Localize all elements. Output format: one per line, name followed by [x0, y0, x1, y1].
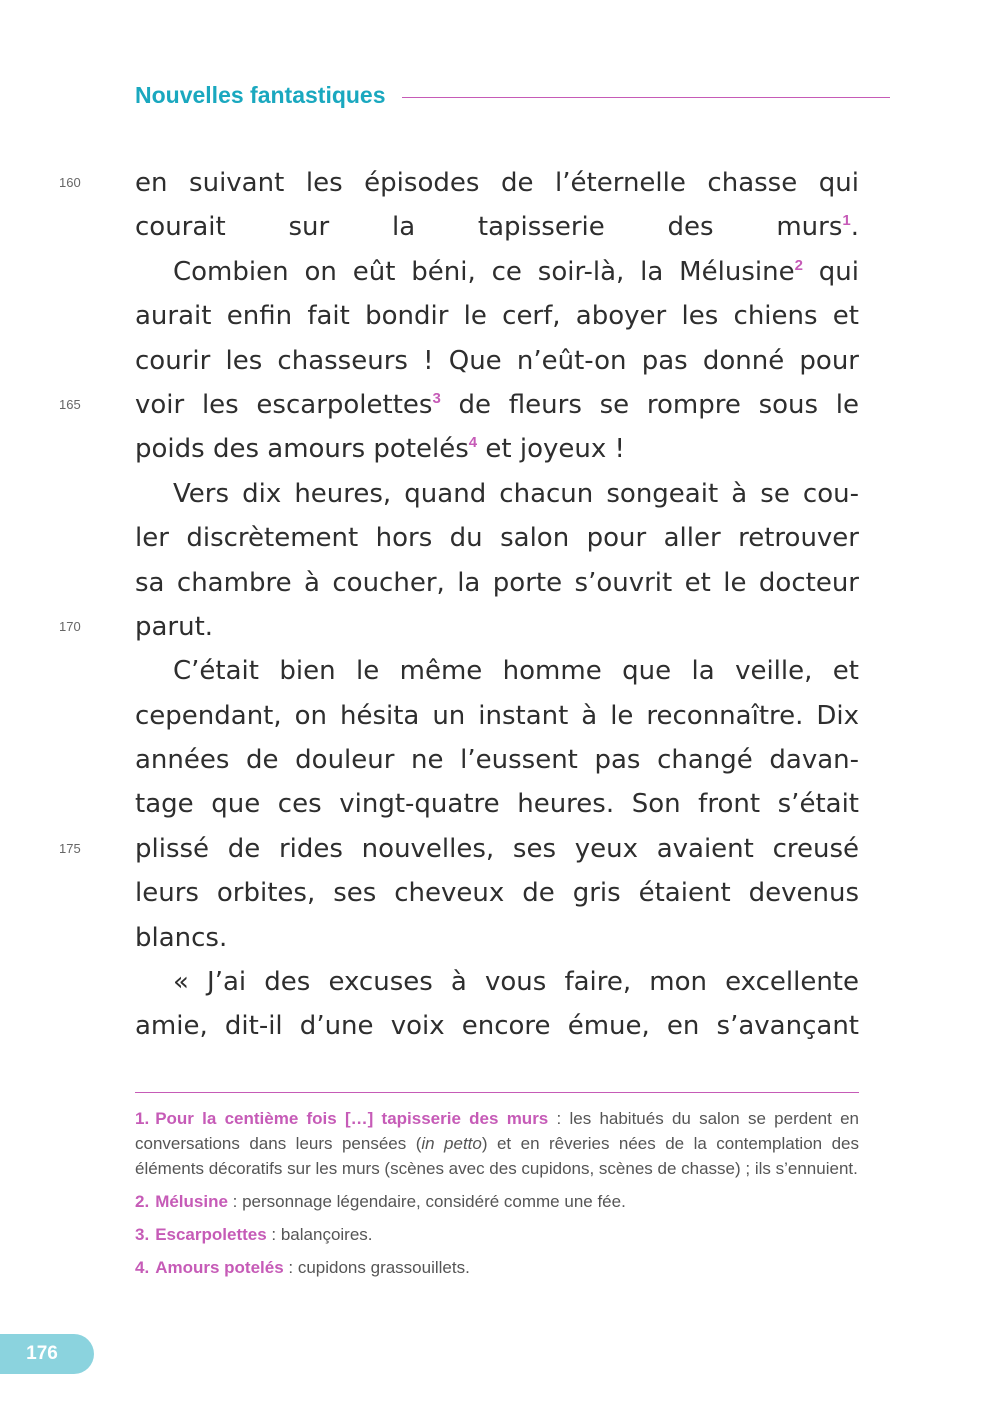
footnote-term: Amours potelés: [155, 1258, 284, 1277]
line-text: aurait enfin fait bondir le cerf, aboyer les chiens et: [135, 301, 859, 332]
text-line: [59, 383, 859, 427]
text-line: [135, 339, 859, 383]
text-line: [135, 472, 859, 516]
footnote-definition: : personnage légendaire, considéré comme une fée.: [227, 1192, 626, 1211]
line-text: tage que ces vingt-quatre heures. Son front s’était: [135, 789, 859, 820]
footnote-reference: 2: [794, 256, 803, 274]
page-number: 176: [26, 1343, 58, 1364]
line-text: ler discrètement hors du salon pour aller retrouver: [135, 523, 859, 554]
footnote-reference: 1: [842, 212, 851, 230]
footnote-separator: [135, 1092, 859, 1093]
line-text-continuation: qui: [802, 256, 859, 287]
footnote-term: Mélusine: [155, 1192, 228, 1211]
footnote-italic: in petto: [421, 1134, 482, 1153]
footnote-number: 3.: [135, 1225, 150, 1244]
footnote: [135, 1222, 859, 1247]
text-line: [135, 1004, 859, 1048]
line-text: plissé de rides nouvelles, ses yeux avaient creusé: [135, 833, 859, 864]
text-line: [135, 782, 859, 826]
text-line: [135, 649, 859, 693]
text-line: [135, 960, 859, 1004]
line-text: courait sur la tapisserie des murs: [135, 212, 843, 243]
line-number: 175: [59, 840, 81, 856]
footnote-number: 2.: [135, 1192, 150, 1211]
text-line: [135, 738, 859, 782]
footnote-definition: : cupidons grassouillets.: [283, 1258, 470, 1277]
text-line: [135, 294, 859, 338]
running-header-title: Nouvelles fantastiques: [135, 81, 386, 108]
line-text: en suivant les épisodes de l’éternelle chasse qui: [135, 168, 859, 198]
footnote-term: Pour la centième fois […] tapisserie des murs: [155, 1109, 549, 1128]
text-line: [59, 161, 859, 205]
line-text: années de douleur ne l’eussent pas changé davan-: [135, 745, 859, 776]
footnote-number: 4.: [135, 1258, 150, 1277]
line-text: voir les escarpolettes: [135, 389, 433, 420]
footnote-definition: : balançoires.: [266, 1225, 373, 1244]
line-text: Combien on eût béni, ce soir-là, la Mélusine: [173, 256, 795, 287]
line-text: « J’ai des excuses à vous faire, mon excellente: [173, 967, 859, 998]
footnote-reference: 3: [432, 389, 441, 407]
footnote: [135, 1255, 859, 1280]
line-text: parut.: [135, 611, 214, 642]
line-number: 165: [59, 396, 81, 412]
line-text-continuation: et joyeux !: [477, 434, 625, 465]
line-text: C’était bien le même homme que la veille, et: [173, 656, 859, 687]
footnotes: [135, 1106, 859, 1288]
footnote-definition-continuation: ) et en rêveries nées de la contemplation des éléments décoratifs sur les murs (scènes avec des cupidons, scènes de chasse) ; ils s’ennuient.: [135, 1134, 859, 1178]
footnote-definition: : les habitués du salon se perdent en conversations dans leurs pensées (: [135, 1109, 859, 1153]
footnote-number: 1.: [135, 1109, 150, 1128]
footnote: [135, 1106, 859, 1181]
footnote-term: Escarpolettes: [155, 1225, 267, 1244]
line-text: sa chambre à coucher, la porte s’ouvrit et le docteur: [135, 567, 859, 598]
line-text-continuation: .: [850, 212, 859, 243]
line-number: 160: [59, 175, 81, 190]
line-text: blancs.: [135, 922, 228, 953]
text-line: [135, 694, 859, 738]
header-rule: [402, 97, 890, 98]
line-number: 170: [59, 618, 81, 634]
running-header: [135, 78, 890, 112]
line-text-continuation: de fleurs se rompre sous le: [440, 389, 859, 420]
text-line: [59, 605, 859, 649]
footnote-reference: 4: [468, 434, 478, 452]
line-text: Vers dix heures, quand chacun songeait à se cou-: [173, 478, 859, 509]
text-line: [59, 827, 859, 871]
line-text: poids des amours potelés: [135, 434, 469, 465]
line-text: leurs orbites, ses cheveux de gris étaient devenus: [135, 878, 859, 909]
text-line: [135, 205, 859, 249]
text-line: [135, 916, 859, 960]
line-text: courir les chasseurs ! Que n’eût-on pas donné pour: [135, 345, 859, 376]
text-line: [135, 561, 859, 605]
body-text: [59, 161, 859, 1049]
text-line: [135, 250, 859, 294]
text-line: [135, 427, 859, 471]
page-number-tab: [0, 1334, 94, 1374]
text-line: [135, 871, 859, 915]
line-text: amie, dit-il d’une voix encore émue, en s’avançant: [135, 1011, 859, 1042]
line-text: cependant, on hésita un instant à le reconnaître. Dix: [135, 700, 859, 731]
footnote: [135, 1189, 859, 1214]
text-line: [135, 516, 859, 560]
